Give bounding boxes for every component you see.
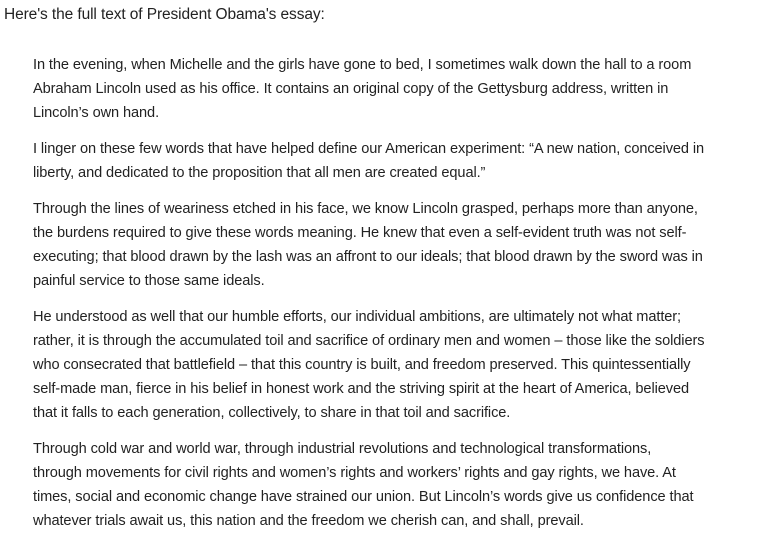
paragraph-line: Abraham Lincoln used as his office. It contains an original copy of the Gettysburg address, written in [33, 81, 669, 97]
paragraph-line: rather, it is through the accumulated toil and sacrifice of ordinary men and women – those like the soldiers [33, 333, 705, 349]
paragraph-line: He understood as well that our humble efforts, our individual ambitions, are ultimately not what matter; [33, 309, 682, 325]
paragraph-line: that it falls to each generation, collectively, to share in that toil and sacrifice. [33, 405, 511, 421]
paragraph-line: times, social and economic change have strained our union. But Lincoln’s words give us confidence that [33, 489, 694, 505]
paragraph-line: I linger on these few words that have helped define our American experiment: “A new nation, conceived in [33, 141, 705, 157]
paragraph-line: painful service to those same ideals. [33, 273, 265, 289]
paragraph-line: Through cold war and world war, through industrial revolutions and technological transformations, [33, 441, 652, 457]
intro-line: Here's the full text of President Obama's essay: [4, 6, 325, 23]
paragraph-line: Lincoln’s own hand. [33, 105, 160, 121]
essay-paragraph-3 [33, 197, 775, 293]
essay-paragraph-5 [33, 437, 775, 533]
paragraph-line: whatever trials await us, this nation and the freedom we cherish can, and shall, prevail. [33, 513, 584, 529]
paragraph-line: through movements for civil rights and women’s rights and workers’ rights and gay rights, we have. At [33, 465, 676, 481]
paragraph-line: In the evening, when Michelle and the girls have gone to bed, I sometimes walk down the hall to a room [33, 57, 692, 73]
paragraph-line: executing; that blood drawn by the lash was an affront to our ideals; that blood drawn by the sword was in [33, 249, 703, 265]
essay-paragraph-2 [33, 137, 775, 185]
essay-paragraph-4 [33, 305, 775, 425]
paragraph-line: the burdens required to give these words meaning. He knew that even a self-evident truth was not self- [33, 225, 687, 241]
paragraph-line: liberty, and dedicated to the proposition that all men are created equal.” [33, 165, 486, 181]
essay-quote [33, 53, 775, 545]
paragraph-line: who consecrated that battlefield – that this country is built, and freedom preserved. This quintessentially [33, 357, 691, 373]
paragraph-line: Through the lines of weariness etched in his face, we know Lincoln grasped, perhaps more than anyone, [33, 201, 698, 217]
paragraph-line: self-made man, fierce in his belief in honest work and the striving spirit at the heart of America, believed [33, 381, 689, 397]
essay-paragraph-1 [33, 53, 775, 125]
